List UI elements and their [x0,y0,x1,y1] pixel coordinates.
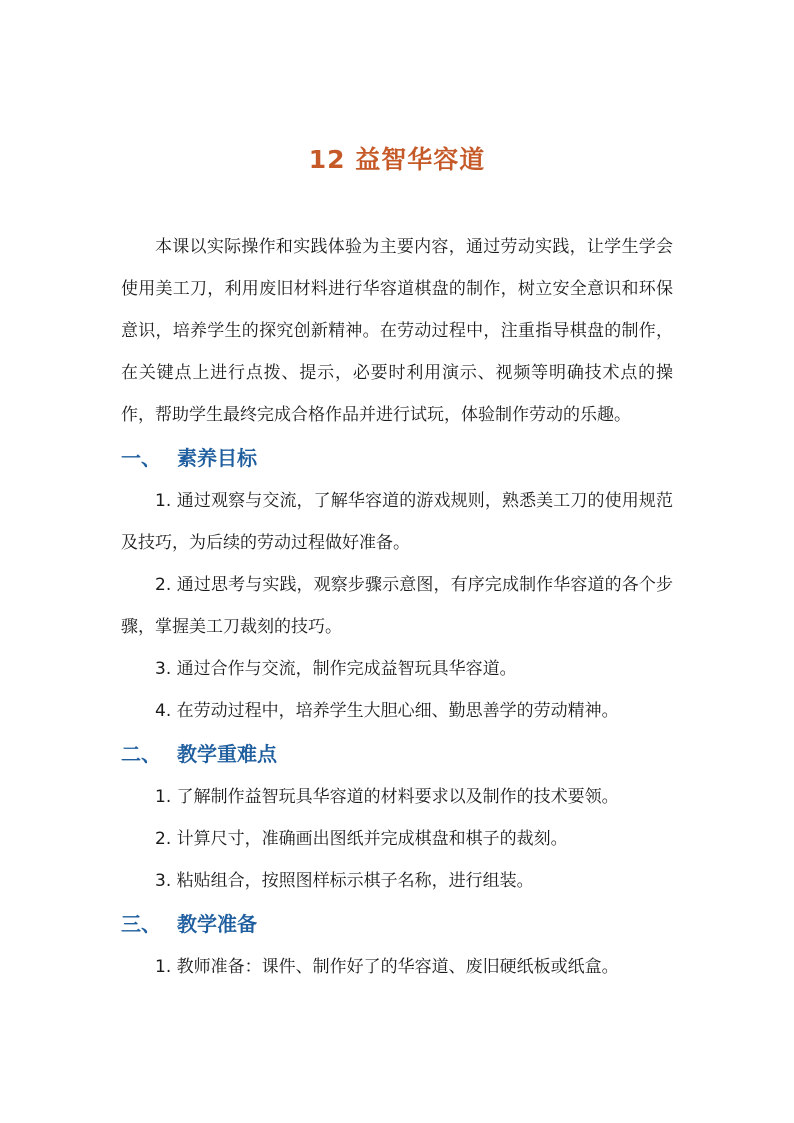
section-preparation [121,902,673,988]
section-number: 一、 [121,446,161,470]
list-item: 1. 教师准备：课件、制作好了的华容道、废旧硬纸板或纸盒。 [155,957,619,977]
list-item: 4. 在劳动过程中，培养学生大胆心细、勤思善学的劳动精神。 [155,701,619,721]
list-item: 2. 计算尺寸，准确画出图纸并完成棋盘和棋子的裁刻。 [155,829,568,849]
section-goals [121,436,673,732]
section-heading [121,436,673,480]
intro-paragraph: 本课以实际操作和实践体验为主要内容，通过劳动实践，让学生学会使用美工刀，利用废旧材料进行华容道棋盘的制作，树立安全意识和环保意识，培养学生的探究创新精神。在劳动过程中，注重指导棋盘的制作，在关键点上进行点拨、提示，必要时利用演示、视频等明确技术点的操作，帮助学生最终完成合格作品并进行试玩，体验制作劳动的乐趣。 [121,237,673,425]
list-item: 2. 通过思考与实践，观察步骤示意图，有序完成制作华容道的各个步骤，掌握美工刀裁刻的技巧。 [121,575,673,637]
section-key-points [121,732,673,902]
section-number: 二、 [121,742,161,766]
section-heading [121,732,673,776]
list-item: 1. 了解制作益智玩具华容道的材料要求以及制作的技术要领。 [155,787,619,807]
list-item: 1. 通过观察与交流，了解华容道的游戏规则，熟悉美工刀的使用规范及技巧，为后续的劳动过程做好准备。 [121,491,673,553]
section-title: 素养目标 [177,446,257,470]
section-heading [121,902,673,946]
section-title: 教学重难点 [177,742,277,766]
document-body [121,226,673,988]
section-number: 三、 [121,912,161,936]
page-title: 12 益智华容道 [308,145,486,174]
list-item: 3. 粘贴组合，按照图样标示棋子名称，进行组装。 [155,871,534,891]
section-title: 教学准备 [177,912,257,936]
list-item: 3. 通过合作与交流，制作完成益智玩具华容道。 [155,659,517,679]
